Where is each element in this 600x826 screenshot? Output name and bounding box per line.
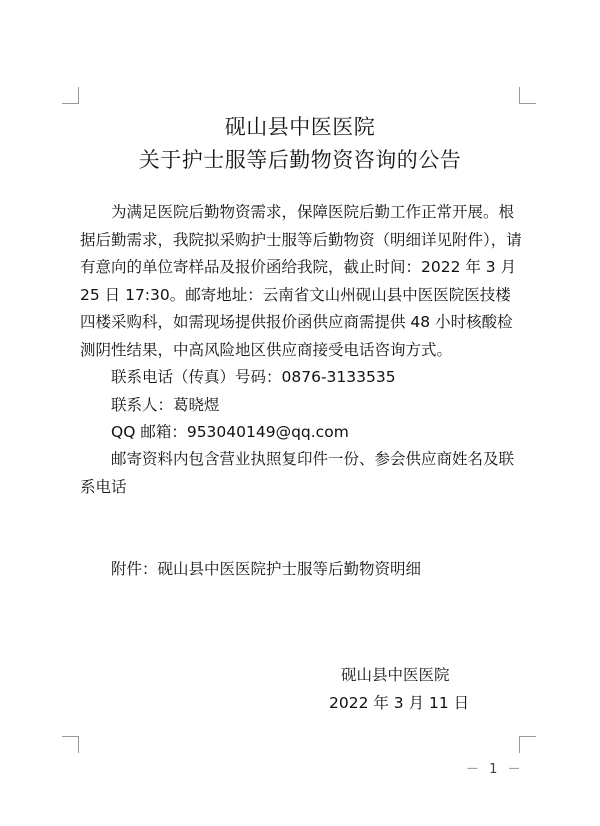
crop-mark-bottom-left (62, 736, 79, 753)
contact-phone: 联系电话（传真）号码：0876-3133535 (111, 368, 396, 386)
body-paragraph-main: 为满足医院后勤物资需求，保障医院后勤工作正常开展。根据后勤需求，我院拟采购护士服等后勤物资（明细详见附件），请有意向的单位寄样品及报价函给我院，截止时间：2022 年 3 月 25 日 17:30。邮寄地址：云南省文山州砚山县中医医院医技楼四楼采购科，如需现场提供报价函供应商需提供 48 小时核酸检测阴性结果，中高风险地区供应商接受电话咨询方式。 (80, 203, 522, 359)
attachment-note: 附件：砚山县中医医院护士服等后勤物资明细 (111, 560, 422, 578)
page-number: － 1 － (466, 762, 524, 777)
contact-person: 联系人：葛晓煜 (111, 396, 220, 414)
contact-email: QQ 邮箱：953040149@qq.com (111, 423, 349, 441)
signature-date: 2022 年 3 月 11 日 (329, 694, 470, 712)
crop-mark-bottom-right (519, 736, 536, 753)
document-title-line2: 关于护士服等后勤物资咨询的公告 (138, 148, 462, 172)
crop-mark-top-right (519, 87, 536, 104)
signature-organization: 砚山县中医医院 (341, 666, 450, 684)
crop-mark-top-left (62, 87, 79, 104)
body-paragraph-materials: 邮寄资料内包含营业执照复印件一份、参会供应商姓名及联系电话 (80, 450, 515, 496)
document-title-line1: 砚山县中医医院 (224, 115, 376, 139)
